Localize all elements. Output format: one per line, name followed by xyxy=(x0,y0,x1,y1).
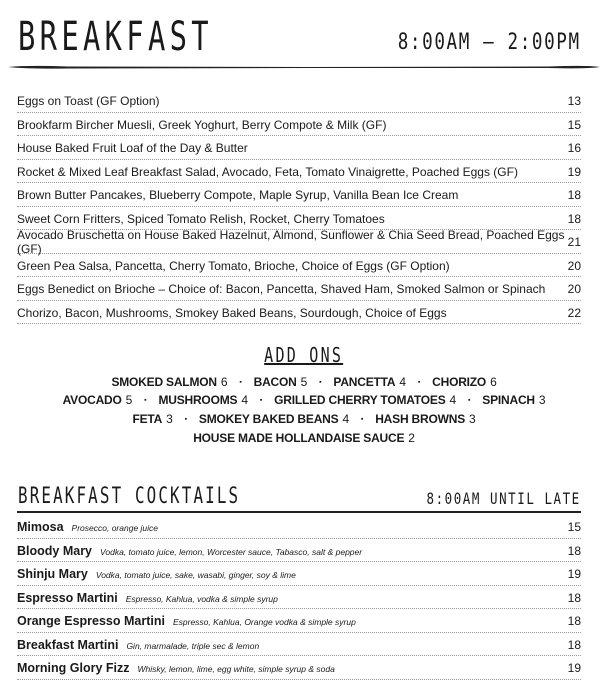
menu-item xyxy=(17,160,581,184)
cocktail-description: Whisky, lemon, lime, egg white, simple syrup & soda xyxy=(137,664,335,675)
cocktails-hours: 8:00AM UNTIL LATE xyxy=(426,489,581,508)
addon-name: HOUSE MADE HOLLANDAISE SAUCE xyxy=(193,431,405,445)
cocktail-name: Espresso Martini xyxy=(17,590,118,605)
cocktail-price: 19 xyxy=(567,567,581,582)
item-name: Green Pea Salsa, Pancetta, Cherry Tomato, Brioche, Choice of Eggs (GF Option) xyxy=(17,258,450,273)
addon-price: 6 xyxy=(220,375,228,389)
addon-name: BACON xyxy=(253,375,297,389)
cocktail-name: Orange Espresso Martini xyxy=(17,614,165,629)
cocktail-price: 18 xyxy=(567,637,581,652)
separator-dot: ▪ xyxy=(360,416,364,424)
item-name: Eggs on Toast (GF Option) xyxy=(17,94,160,109)
cocktail-description: Vodka, tomato juice, sake, wasabi, ginger, soy & lime xyxy=(95,570,296,581)
addon-price: 2 xyxy=(408,431,415,445)
addon-name: PANCETTA xyxy=(333,375,396,389)
cocktail-item xyxy=(17,539,581,563)
item-price: 16 xyxy=(567,141,581,156)
menu-item xyxy=(17,301,581,325)
cocktail-price: 18 xyxy=(567,614,581,629)
separator-dot: ▪ xyxy=(184,416,187,424)
cocktail-label xyxy=(17,544,362,558)
brush-divider xyxy=(8,64,600,70)
cocktails-divider xyxy=(17,511,581,513)
cocktail-item xyxy=(17,586,581,610)
cocktails-title: BREAKFAST COCKTAILS xyxy=(18,484,241,509)
cocktail-item xyxy=(17,562,581,586)
cocktail-label xyxy=(17,614,356,628)
addon-line xyxy=(0,431,608,445)
addon-price: 5 xyxy=(300,375,308,389)
item-price: 13 xyxy=(567,94,581,109)
cocktail-price: 18 xyxy=(567,543,581,558)
cocktail-label xyxy=(17,661,335,675)
addon-line xyxy=(0,393,608,407)
cocktail-label xyxy=(17,567,296,581)
item-price: 21 xyxy=(567,235,581,250)
cocktail-description: Espresso, Kahlua, Orange vodka & simple syrup xyxy=(172,617,356,628)
cocktail-price: 15 xyxy=(567,520,581,535)
cocktail-name: Shinju Mary xyxy=(17,567,88,582)
cocktail-description: Prosecco, orange juice xyxy=(71,523,159,534)
addon-price: 4 xyxy=(241,393,248,407)
addon-name: GRILLED CHERRY TOMATOES xyxy=(274,393,446,407)
cocktails-list xyxy=(17,515,581,680)
cocktail-description: Vodka, tomato juice, lemon, Worcester sauce, Tabasco, salt & pepper xyxy=(100,546,363,557)
addons-title: ADD ONS xyxy=(264,343,344,367)
cocktail-name: Mimosa xyxy=(17,520,64,535)
item-name: Sweet Corn Fritters, Spiced Tomato Relish, Rocket, Cherry Tomatoes xyxy=(17,211,385,226)
separator-dot: ▪ xyxy=(417,379,421,387)
addon-name: MUSHROOMS xyxy=(158,393,238,407)
addon-line xyxy=(0,375,608,389)
menu-item xyxy=(17,277,581,301)
addon-price: 3 xyxy=(538,393,546,407)
cocktail-description: Espresso, Kahlua, vodka & simple syrup xyxy=(125,593,278,604)
item-name: Eggs Benedict on Brioche – Choice of: Bacon, Pancetta, Shaved Ham, Smoked Salmon or Spinach xyxy=(17,282,546,297)
cocktail-price: 19 xyxy=(567,661,581,676)
addon-price: 5 xyxy=(125,393,133,407)
separator-dot: ▪ xyxy=(319,379,322,387)
separator-dot: ▪ xyxy=(144,397,147,405)
item-price: 22 xyxy=(567,305,581,320)
addon-price: 3 xyxy=(166,412,173,426)
item-name: Brown Butter Pancakes, Blueberry Compote, Maple Syrup, Vanilla Bean Ice Cream xyxy=(17,188,459,203)
menu-item xyxy=(17,136,581,160)
cocktail-price: 18 xyxy=(567,590,581,605)
breakfast-hours: 8:00AM – 2:00PM xyxy=(398,30,581,55)
item-price: 20 xyxy=(567,282,581,297)
item-name: Chorizo, Bacon, Mushrooms, Smokey Baked Beans, Sourdough, Choice of Eggs xyxy=(17,305,447,320)
cocktail-label xyxy=(17,638,259,652)
addon-price: 3 xyxy=(469,412,476,426)
addon-name: SMOKED SALMON xyxy=(111,375,217,389)
cocktail-name: Bloody Mary xyxy=(17,543,93,558)
cocktail-item xyxy=(17,656,581,680)
item-name: House Baked Fruit Loaf of the Day & Butter xyxy=(17,141,248,156)
menu-item xyxy=(17,228,581,257)
cocktail-name: Breakfast Martini xyxy=(17,637,119,652)
menu-item xyxy=(17,254,581,278)
menu-item xyxy=(17,89,581,113)
addon-price: 4 xyxy=(342,412,349,426)
item-price: 18 xyxy=(567,211,581,226)
addon-name: HASH BROWNS xyxy=(375,412,466,426)
addon-price: 4 xyxy=(399,375,406,389)
separator-dot: ▪ xyxy=(239,379,242,387)
addon-name: CHORIZO xyxy=(432,375,487,389)
cocktail-label xyxy=(17,591,278,605)
item-price: 20 xyxy=(567,258,581,273)
item-name: Avocado Bruschetta on House Baked Hazelnut, Almond, Sunflower & Chia Seed Bread, Poached Eggs (GF) xyxy=(17,228,565,257)
addon-name: FETA xyxy=(132,412,163,426)
breakfast-title: BREAKFAST xyxy=(18,14,213,60)
menu-item xyxy=(17,183,581,207)
addon-name: SMOKEY BAKED BEANS xyxy=(198,412,339,426)
addon-line xyxy=(0,412,608,426)
menu-item xyxy=(17,113,581,137)
addon-name: AVOCADO xyxy=(62,393,122,407)
cocktail-label xyxy=(17,520,158,534)
addon-price: 6 xyxy=(490,375,497,389)
cocktail-item xyxy=(17,609,581,633)
cocktail-item xyxy=(17,515,581,539)
item-price: 18 xyxy=(567,188,581,203)
separator-dot: ▪ xyxy=(468,397,471,405)
cocktail-description: Gin, marmalade, triple sec & lemon xyxy=(126,640,260,651)
breakfast-list xyxy=(17,89,581,324)
item-name: Rocket & Mixed Leaf Breakfast Salad, Avocado, Feta, Tomato Vinaigrette, Poached Eggs (GF) xyxy=(17,164,518,179)
item-name: Brookfarm Bircher Muesli, Greek Yoghurt, Berry Compote & Milk (GF) xyxy=(17,117,387,132)
addon-name: SPINACH xyxy=(482,393,535,407)
menu-item xyxy=(17,207,581,231)
item-price: 15 xyxy=(567,117,581,132)
cocktail-item xyxy=(17,633,581,657)
addon-price: 4 xyxy=(449,393,456,407)
separator-dot: ▪ xyxy=(259,397,263,405)
item-price: 19 xyxy=(567,164,581,179)
cocktail-name: Morning Glory Fizz xyxy=(17,661,130,676)
